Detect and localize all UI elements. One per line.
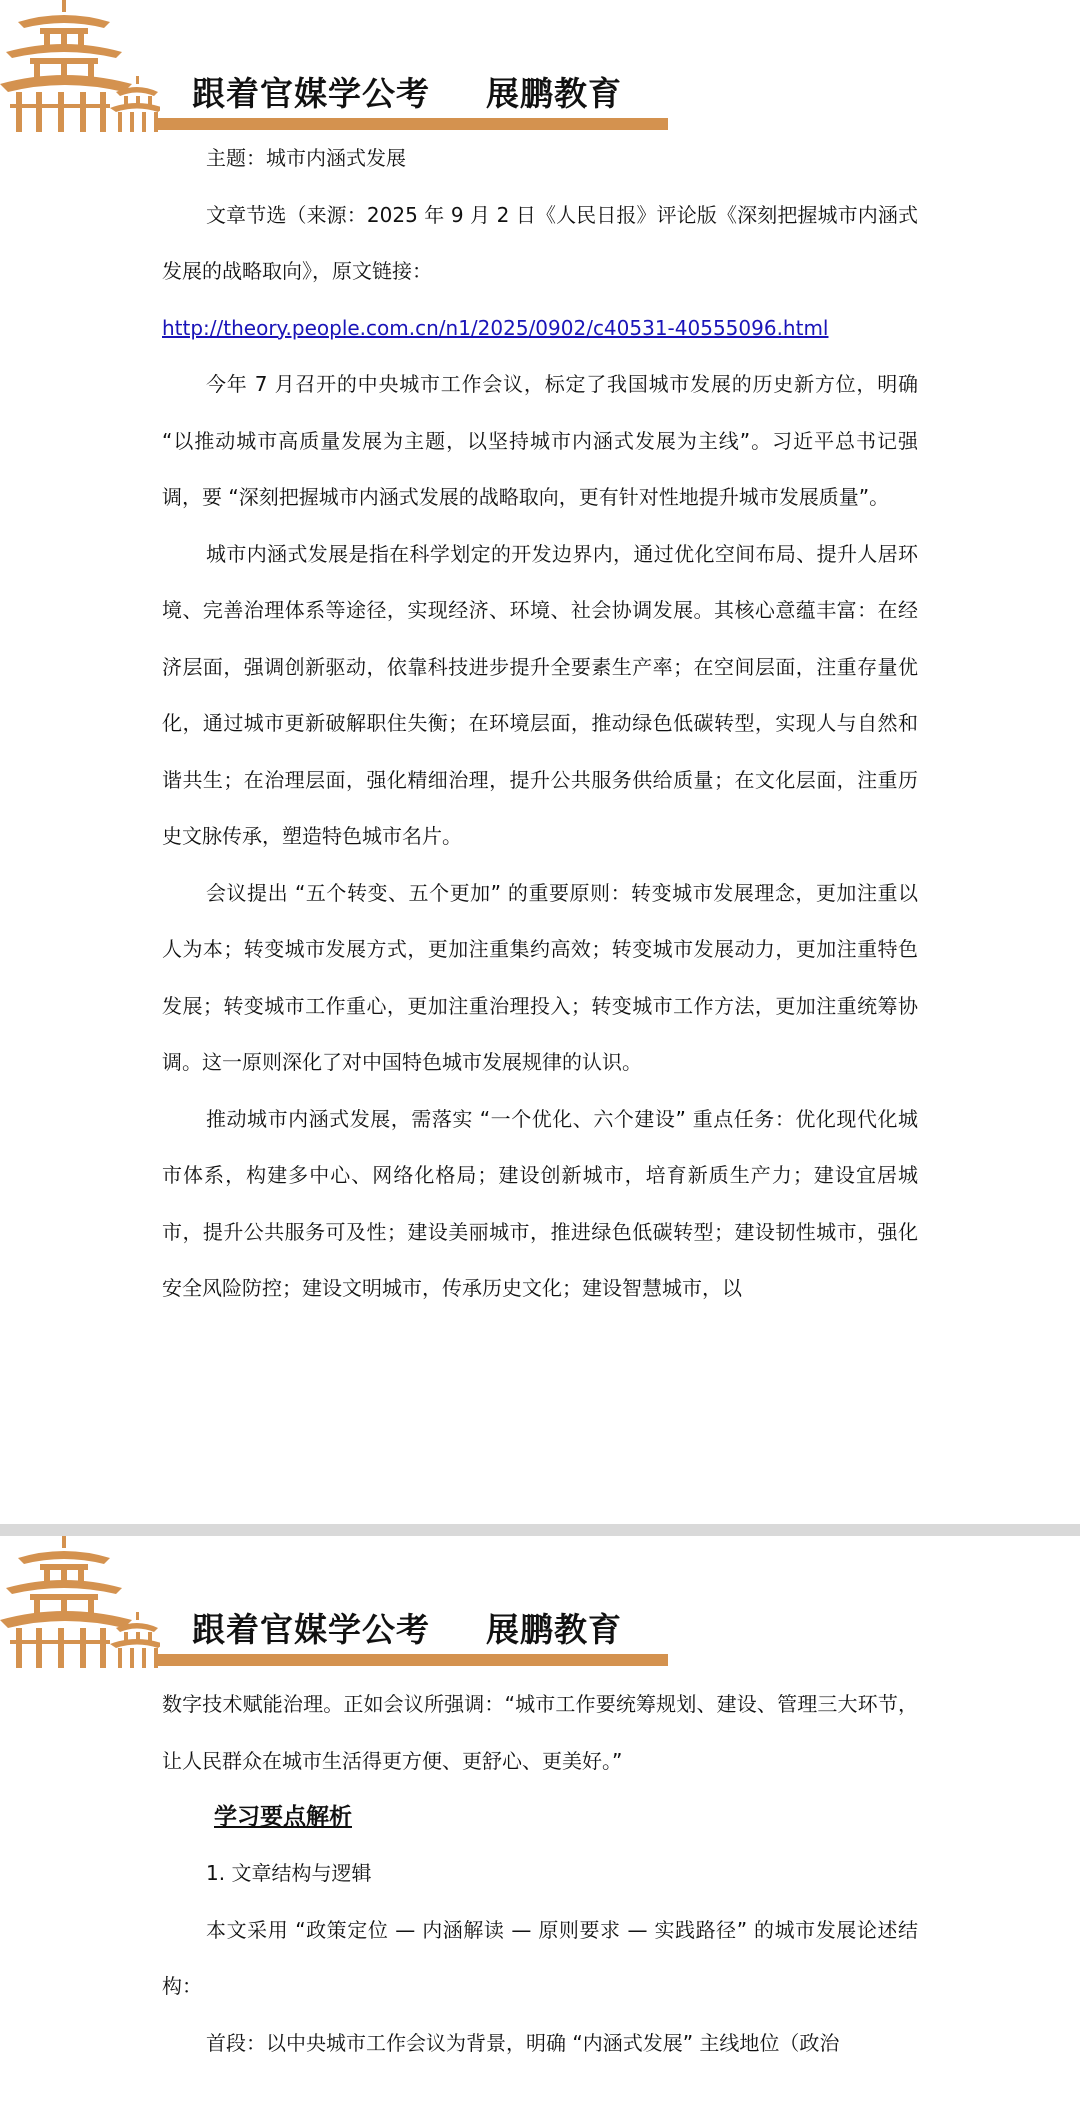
- paragraph: 推动城市内涵式发展，需落实 “一个优化、六个建设” 重点任务：优化现代化城市体系，构建多中心、网络化格局；建设创新城市，培育新质生产力；建设宜居城市，提升公共服务可及性；建设美丽城市，推进绿色低碳转型；建设韧性城市，强化安全风险防控；建设文明城市，传承历史文化；建设智慧城市，以: [162, 1106, 918, 1300]
- article-body: [162, 1676, 918, 2071]
- section-heading: 学习要点解析: [214, 1804, 352, 1830]
- page-header: [0, 0, 1080, 135]
- subheading: 1. 文章结构与逻辑: [206, 1861, 372, 1885]
- header-brand: 展鹏教育: [486, 74, 622, 113]
- source-link-line: [162, 300, 918, 357]
- header-title: 跟着官媒学公考: [192, 74, 430, 113]
- paragraph: 会议提出 “五个转变、五个更加” 的重要原则：转变城市发展理念，更加注重以人为本；转变城市发展方式，更加注重集约高效；转变城市发展动力，更加注重特色发展；转变城市工作重心，更加注重治理投入；转变城市工作方法，更加注重统筹协调。这一原则深化了对中国特色城市发展规律的认识。: [162, 880, 918, 1074]
- structure-paragraph: 本文采用 “政策定位 — 内涵解读 — 原则要求 — 实践路径” 的城市发展论述结构：: [162, 1917, 918, 1998]
- first-point: 首段：以中央城市工作会议为背景，明确 “内涵式发展” 主线地位（政治: [206, 2030, 840, 2055]
- document-page-2: [0, 1536, 1080, 2108]
- source-intro: 文章节选（来源：2025 年 9 月 2 日《人民日报》评论版《深刻把握城市内涵式发展的战略取向》，原文链接：: [162, 202, 918, 283]
- pagoda-icon: [0, 0, 160, 132]
- source-link[interactable]: http://theory.people.com.cn/n1/2025/0902/c40531-40555096.html: [162, 315, 829, 340]
- header-accent-rule: [155, 118, 668, 130]
- paragraph-continuation: 数字技术赋能治理。正如会议所强调：“城市工作要统筹规划、建设、管理三大环节，让人民群众在城市生活得更方便、更舒心、更美好。”: [162, 1692, 918, 1773]
- paragraph: 今年 7 月召开的中央城市工作会议，标定了我国城市发展的历史新方位，明确 “以推动城市高质量发展为主题，以坚持城市内涵式发展为主线”。习近平总书记强调，要 “深刻把握城市内涵式发展的战略取向，更有针对性地提升城市发展质量”。: [162, 372, 918, 509]
- header-title: 跟着官媒学公考: [192, 1610, 430, 1649]
- header-brand: 展鹏教育: [486, 1610, 622, 1649]
- pagoda-icon: [0, 1536, 160, 1668]
- paragraph: 城市内涵式发展是指在科学划定的开发边界内，通过优化空间布局、提升人居环境、完善治理体系等途径，实现经济、环境、社会协调发展。其核心意蕴丰富：在经济层面，强调创新驱动，依靠科技进步提升全要素生产率；在空间层面，注重存量优化，通过城市更新破解职住失衡；在环境层面，推动绿色低碳转型，实现人与自然和谐共生；在治理层面，强化精细治理，提升公共服务供给质量；在文化层面，注重历史文脉传承，塑造特色城市名片。: [162, 541, 918, 848]
- article-body: [162, 130, 918, 1317]
- header-accent-rule: [155, 1654, 668, 1666]
- topic-line: 主题：城市内涵式发展: [206, 146, 406, 170]
- page-header: [0, 1536, 1080, 1671]
